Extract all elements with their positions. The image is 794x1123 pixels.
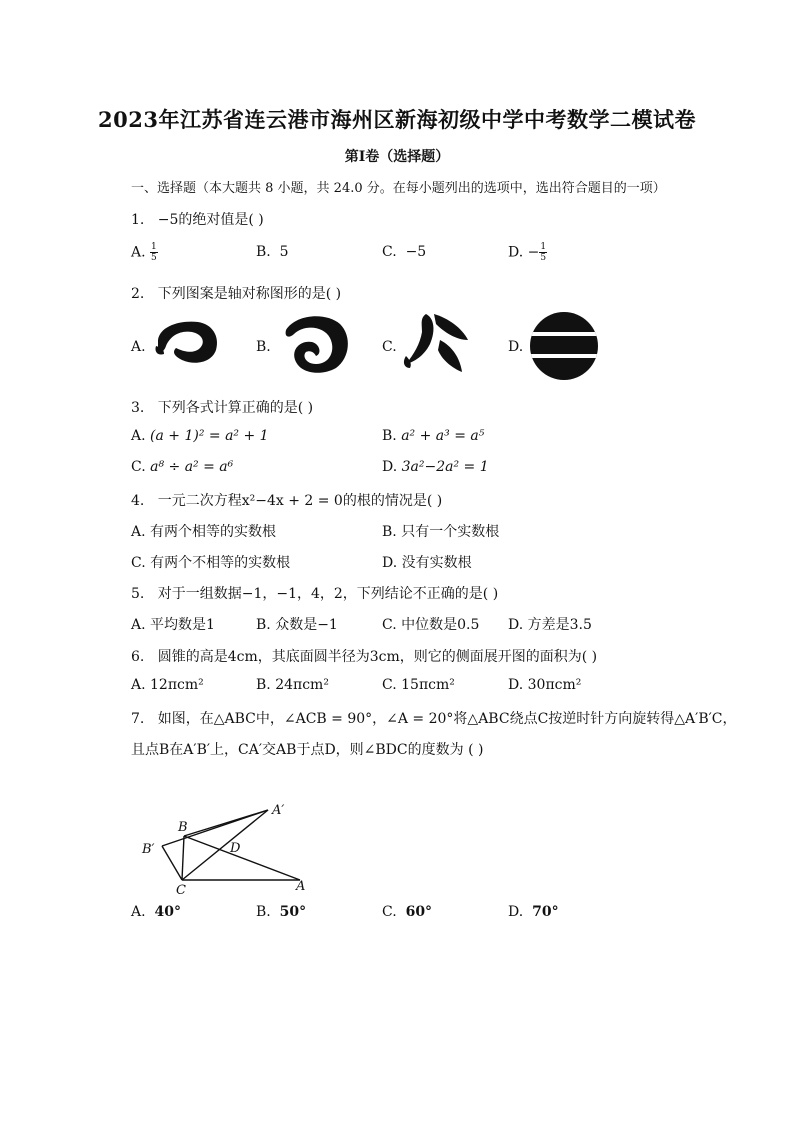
- pattern-c-image: [400, 310, 472, 376]
- label-b: B: [178, 820, 188, 835]
- pattern-d-image: [528, 310, 600, 382]
- q3-option-a[interactable]: A. (a + 1)² = a² + 1: [131, 428, 269, 444]
- q4-option-a[interactable]: A. 有两个相等的实数根: [131, 524, 277, 540]
- q4-option-d[interactable]: D. 没有实数根: [382, 555, 472, 571]
- question-2: 2. 下列图案是轴对称图形的是( ): [131, 286, 342, 302]
- q4-option-b[interactable]: B. 只有一个实数根: [382, 524, 500, 540]
- q5-option-a[interactable]: A. 平均数是1: [131, 617, 215, 633]
- pattern-a-image: [150, 318, 220, 368]
- triangle-rotation-figure: [138, 798, 318, 898]
- label-d: D: [230, 841, 241, 856]
- question-3: 3. 下列各式计算正确的是( ): [131, 400, 314, 416]
- question-5: 5. 对于一组数据−1，−1，4，2，下列结论不正确的是( ): [131, 586, 499, 602]
- question-2-stem: 下列图案是轴对称图形的是( ): [157, 286, 342, 302]
- label-c: C: [176, 883, 186, 898]
- q6-option-b[interactable]: B. 24πcm²: [256, 677, 329, 693]
- question-7-stem: 如图，在△ABC中，∠ACB = 90°，∠A = 20°将△ABC绕点C按逆时针方向旋转得△A′B′C，: [157, 711, 737, 727]
- q7-option-a[interactable]: A. 40°: [131, 904, 181, 920]
- q2-option-d[interactable]: D.: [508, 339, 524, 355]
- q7-option-c[interactable]: C. 60°: [382, 904, 433, 920]
- section-volume-title: 第Ⅰ卷（选择题）: [344, 149, 450, 165]
- q6-option-a[interactable]: A. 12πcm²: [131, 677, 204, 693]
- fraction: $\frac{1}{5}$: [151, 242, 157, 263]
- q6-option-d[interactable]: D. 30πcm²: [508, 677, 582, 693]
- question-7: 7. 如图，在△ABC中，∠ACB = 90°，∠A = 20°将△ABC绕点C按逆时针方向旋转得△A′B′C，: [131, 711, 737, 727]
- q1-option-c[interactable]: C. −5: [382, 244, 427, 260]
- q6-option-c[interactable]: C. 15πcm²: [382, 677, 455, 693]
- q5-option-c[interactable]: C. 中位数是0.5: [382, 617, 480, 633]
- q1-option-a[interactable]: A. $\frac{1}{5}$: [131, 242, 157, 263]
- q3-option-c[interactable]: C. a⁸ ÷ a² = a⁶: [131, 459, 234, 475]
- q7-option-b[interactable]: B. 50°: [256, 904, 307, 920]
- question-4: 4. 一元二次方程x²−4x + 2 = 0的根的情况是( ): [131, 493, 443, 509]
- label-a: A: [296, 879, 306, 894]
- question-6-stem: 圆锥的高是4cm，其底面圆半径为3cm，则它的侧面展开图的面积为( ): [157, 649, 598, 665]
- question-4-stem: 一元二次方程x²−4x + 2 = 0的根的情况是( ): [157, 493, 443, 509]
- label-a-prime: A′: [272, 803, 285, 818]
- question-3-stem: 下列各式计算正确的是( ): [157, 400, 314, 416]
- q1-option-d[interactable]: D. − $\frac{1}{5}$: [508, 242, 547, 263]
- section-instructions: 一、选择题（本大题共 8 小题，共 24.0 分。在每小题列出的选项中，选出符合题目的一项）: [131, 181, 666, 196]
- question-1: 1. −5的绝对值是( ): [131, 212, 264, 228]
- question-1-stem: −5的绝对值是( ): [157, 212, 264, 228]
- question-5-stem: 对于一组数据−1，−1，4，2，下列结论不正确的是( ): [157, 586, 499, 602]
- q4-option-c[interactable]: C. 有两个不相等的实数根: [131, 555, 291, 571]
- q5-option-d[interactable]: D. 方差是3.5: [508, 617, 592, 633]
- q3-option-b[interactable]: B. a² + a³ = a⁵: [382, 428, 485, 444]
- exam-title: 2023年江苏省连云港市海州区新海初级中学中考数学二模试卷: [98, 107, 696, 132]
- question-6: 6. 圆锥的高是4cm，其底面圆半径为3cm，则它的侧面展开图的面积为( ): [131, 649, 598, 665]
- fraction: $\frac{1}{5}$: [540, 242, 547, 263]
- q2-option-b[interactable]: B.: [256, 339, 271, 355]
- q2-option-c[interactable]: C.: [382, 339, 397, 355]
- q7-option-d[interactable]: D. 70°: [508, 904, 559, 920]
- question-7-stem-line2: 且点B在A′B′上，CA′交AB于点D，则∠BDC的度数为 ( ): [131, 742, 484, 758]
- q3-option-d[interactable]: D. 3a²−2a² = 1: [382, 459, 489, 475]
- label-b-prime: B′: [142, 842, 155, 857]
- q1-option-b[interactable]: B. 5: [256, 244, 289, 260]
- q5-option-b[interactable]: B. 众数是−1: [256, 617, 338, 633]
- q2-option-a[interactable]: A.: [131, 339, 146, 355]
- pattern-b-image: [276, 312, 352, 376]
